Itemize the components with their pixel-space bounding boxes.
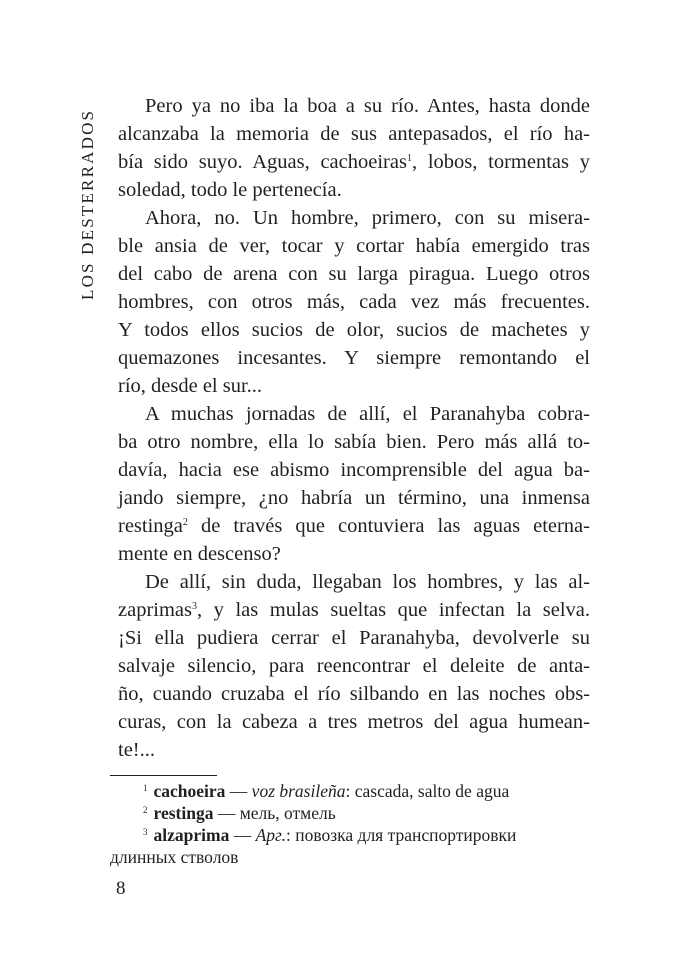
footnote-number: 3 [143,827,148,837]
text-segment: hombres, con otros más, cada vez más frecuentes. [118,291,590,313]
footnote [110,824,590,846]
text-segment: ble ansia de ver, tocar y cortar había emergido tras [118,235,590,257]
footnote-term: alzaprima [153,825,230,845]
text-line [118,624,590,652]
text-segment: Pero ya no iba la boa a su río. Antes, hasta donde [145,95,590,117]
footnotes [110,780,590,868]
text-segment: salvaje silencio, para reencontrar el deleite de antа- [118,655,590,677]
text-line [118,456,590,484]
text-line [118,680,590,708]
footnote-ref: 1 [406,153,412,164]
text-segment: davía, hacia ese abismo incomprensible del agua ba- [118,459,590,481]
footnote-ref: 2 [182,517,188,528]
text-line [118,288,590,316]
footnote [110,802,590,824]
text-line [118,148,590,176]
text-segment: río, desde el sur... [118,375,263,397]
text-segment: mente en descenso? [118,543,281,565]
text-segment: quemazones incesantes. Y siempre remontando el [118,347,590,369]
text-segment: De allí, sin duda, llegaban los hombres, y las al- [145,571,590,593]
text-segment: , y las mulas sueltas que infectan la selva. [197,599,590,621]
footnote-dash: — [229,825,256,845]
text-line [118,568,590,596]
footnote-ref: 3 [192,601,197,612]
text-segment: ño, cuando cruzaba el río silbando en las noches obs- [118,683,590,705]
text-segment: Ahora, no. Un hombre, primero, con su misera- [145,207,590,229]
text-segment: ba otro nombre, ella lo sabía bien. Pero más allá to- [118,431,590,453]
text-line [118,344,590,372]
text-line [118,316,590,344]
footnote-number: 1 [143,783,148,793]
text-line [118,428,590,456]
text-segment: restinga [118,515,183,537]
footnote [110,780,590,802]
text-line [118,512,590,540]
text-segment: zaprimas [118,599,192,621]
footnote-separator [110,775,217,776]
text-segment: , lobos, tormentas y [411,151,590,173]
text-line [118,372,590,400]
footnote-note-italic: voz brasileña [251,781,346,801]
text-line [118,260,590,288]
running-head: LOS DESTERRADOS [78,108,97,300]
footnote-note: : cascada, salto de agua [345,781,510,801]
text-segment: curas, con la cabeza a tres metros del agua humean- [118,711,590,733]
text-line [118,204,590,232]
text-segment: bía sido suyo. Aguas, cachoeiras [118,151,407,173]
page-number: 8 [116,878,126,899]
footnote-dash: — [213,803,240,823]
text-segment: A muchas jornadas de allí, el Paranahyba cobra- [145,403,590,425]
text-segment: alcanzaba la memoria de sus antepasados, el río ha- [118,123,590,145]
text-line [118,652,590,680]
footnote-term: cachoeira [153,781,226,801]
body-text [118,92,590,764]
footnote-number: 2 [143,805,148,815]
footnote-note: : повозка для транспортировки [286,825,517,845]
text-line [118,232,590,260]
footnote-note-italic: Арг. [255,825,286,845]
text-segment: del cabo de arena con su larga piragua. Luego otros [118,263,590,285]
footnote-term: restinga [153,803,214,823]
text-segment: te!... [118,739,155,761]
text-line [118,400,590,428]
footnote-note: мель, отмель [239,803,336,823]
text-segment: soledad, todo le pertenecía. [118,179,342,201]
text-line [118,540,590,568]
footnote-continuation: длинных стволов [110,847,239,867]
text-line [118,736,590,764]
text-line [118,708,590,736]
text-segment: de través que contuviera las aguas eterna- [187,515,590,537]
text-line [118,596,590,624]
footnote-dash: — [225,781,252,801]
text-line [118,120,590,148]
text-line [118,484,590,512]
text-line [118,176,590,204]
text-segment: Y todos ellos sucios de olor, sucios de machetes y [118,319,590,341]
text-line [118,92,590,120]
text-segment: jando siempre, ¿no habría un término, una inmensa [118,487,590,509]
text-segment: ¡Si ella pudiera cerrar el Paranahyba, devolverle su [118,627,590,649]
